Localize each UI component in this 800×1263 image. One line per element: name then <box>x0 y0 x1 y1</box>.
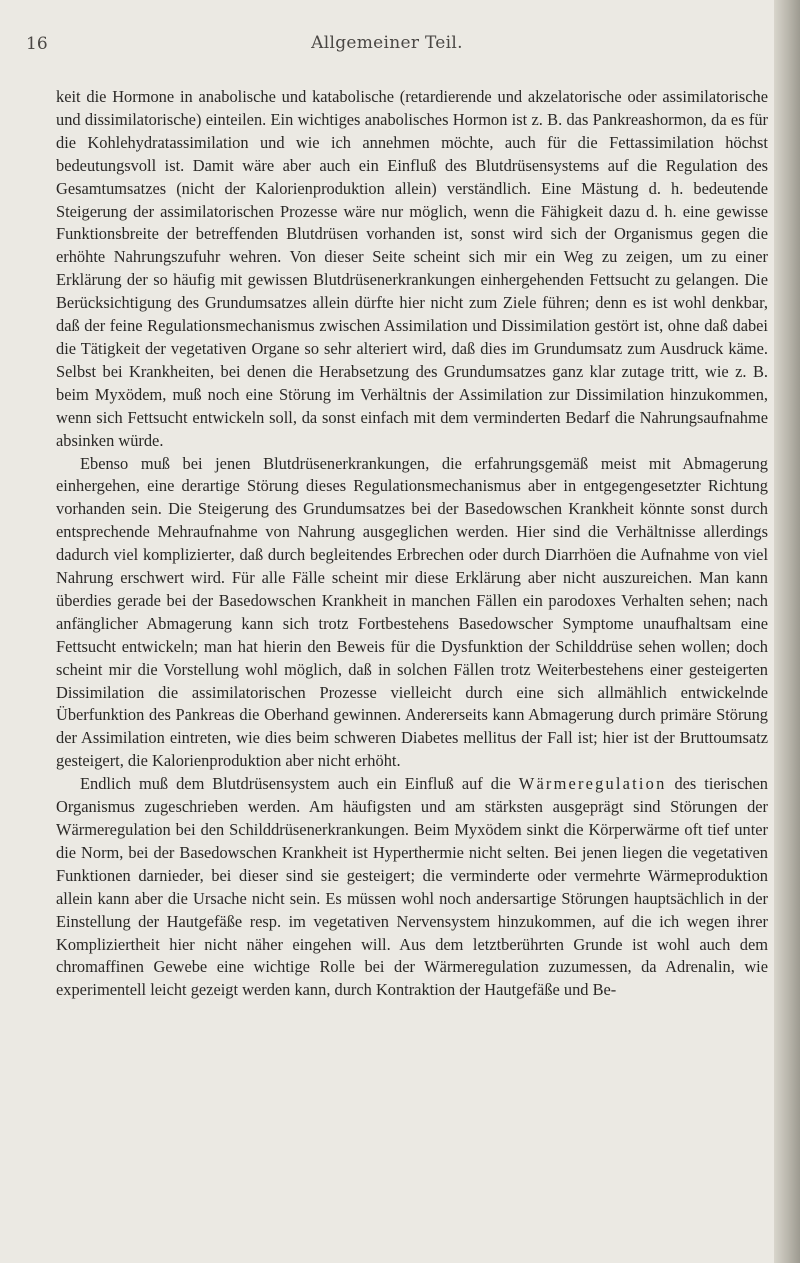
running-head: Allgemeiner Teil. <box>311 33 463 53</box>
paragraph-3-rest: des tierischen Organismus zugeschrieben werden. Am häufigsten und am stärksten ausgeprägt sind Störungen der Wärmeregulation bei den Schilddrüsenerkrankungen. Beim Myxödem sinkt die Körperwärme oft tief unter die Norm, bei der Basedowschen Krankheit ist Hyperthermie nicht selten. Bei jenen liegen die vegetativen Funktionen darnieder, bei dieser sind sie gesteigert; die verminderte oder vermehrte Wärmeproduktion allein kann aber die Ursache nicht sein. Es müssen wohl noch andersartige Störungen hauptsächlich in der Einstellung der Hautgefäße resp. im vegetativen Nervensystem hinzukommen, auf die ich wegen ihrer Kompliziertheit hier nicht näher eingehen will. Aus dem letztberührten Grunde ist wohl auch dem chromaffinen Gewebe eine wichtige Rolle bei der Wärmeregulation zuzumessen, da Adrenalin, wie experimentell leicht gezeigt werden kann, durch Kontraktion der Hautgefäße und Be- <box>56 774 769 1000</box>
paragraph-3-lead: Endlich muß dem Blutdrüsensystem auch ein Einfluß auf die <box>80 774 519 794</box>
paragraph-3 <box>56 773 768 1002</box>
page-edge-shadow <box>774 0 800 1263</box>
page-number: 16 <box>26 34 48 54</box>
paragraph-1: keit die Hormone in anabolische und katabolische (retardierende und akzelatorische oder assimilatorische und dissimilatorische) einteilen. Ein wichtiges anabolisches Hormon ist z. B. das Pankreashormon, da es für die Kohlehydratassimilation und wie ich annehmen möchte, auch für die Fettassimilation höchst bedeutungsvoll ist. Damit wäre aber auch ein Einfluß des Blutdrüsensystems auf die Regulation des Gesamtumsatzes (nicht der Kalorienproduktion allein) verständlich. Eine Mästung d. h. bedeutende Steigerung der assimilatorischen Prozesse wäre nur möglich, wenn die Fähigkeit dazu d. h. eine gewisse Funktionsbreite der betreffenden Blutdrüsen vorhanden ist, sonst wird sich der Organismus gegen die erhöhte Nahrungszufuhr wehren. Von dieser Seite scheint sich mir ein Weg zu zeigen, um zu einer Erklärung der so häufig mit gewissen Blutdrüsenerkrankungen einhergehenden Fettsucht zu gelangen. Die Berücksichtigung des Grundumsatzes allein dürfte hier nicht zum Ziele führen; denn es ist wohl denkbar, daß der feine Regulationsmechanismus zwischen Assimilation und Dissimilation gestört ist, ohne daß dabei die Tätigkeit der vegetativen Organe so sehr alteriert wird, daß dies im Grundumsatz zum Ausdruck käme. Selbst bei Krankheiten, bei denen die Herabsetzung des Grundumsatzes ganz klar zutage tritt, wie z. B. beim Myxödem, muß noch eine Störung im Verhältnis der Assimilation zur Dissimilation hinzukommen, wenn sich Fettsucht entwickeln soll, da sonst einfach mit dem verminderten Bedarf die Nahrungsaufnahme absinken würde. <box>56 87 768 450</box>
spaced-term-waermeregulation: Wärmeregulation <box>518 774 667 794</box>
paragraph-2: Ebenso muß bei jenen Blutdrüsenerkrankungen, die erfahrungsgemäß meist mit Abmagerung einhergehen, eine derartige Störung dieses Regulationsmechanismus aber in entgegengesetzter Richtung vorhanden sein. Die Steigerung des Grundumsatzes bei der Basedowschen Krankheit könnte sonst durch entsprechende Mehraufnahme von Nahrung ausgeglichen werden. Hier sind die Verhältnisse allerdings dadurch viel komplizierter, daß durch begleitendes Erbrechen oder durch Diarrhöen die Aufnahme von viel Nahrung erschwert wird. Für alle Fälle scheint mir diese Erklärung aber nicht auszureichen. Man kann überdies gerade bei der Basedowschen Krankheit in manchen Fällen ein parodoxes Verhalten sehen; nach anfänglicher Abmagerung kann sich trotz Fortbestehens Basedowscher Symptome unaufhaltsam eine Fettsucht entwickeln; man hat hierin den Beweis für die Dysfunktion der Schilddrüse sehen wollen; doch scheint mir die Vorstellung wohl möglich, daß in solchen Fällen trotz Weiterbestehens einer gesteigerten Dissimilation die assimilatorischen Prozesse vielleicht durch eine sich allmählich entwickelnde Überfunktion des Pankreas die Oberhand gewinnen. Andererseits kann Abmagerung durch primäre Störung der Assimilation eintreten, wie dies beim schweren Diabetes mellitus der Fall ist; hier ist der Bruttoumsatz gesteigert, die Kalorienproduktion aber nicht erhöht. <box>56 453 768 771</box>
body-text <box>56 86 768 1002</box>
